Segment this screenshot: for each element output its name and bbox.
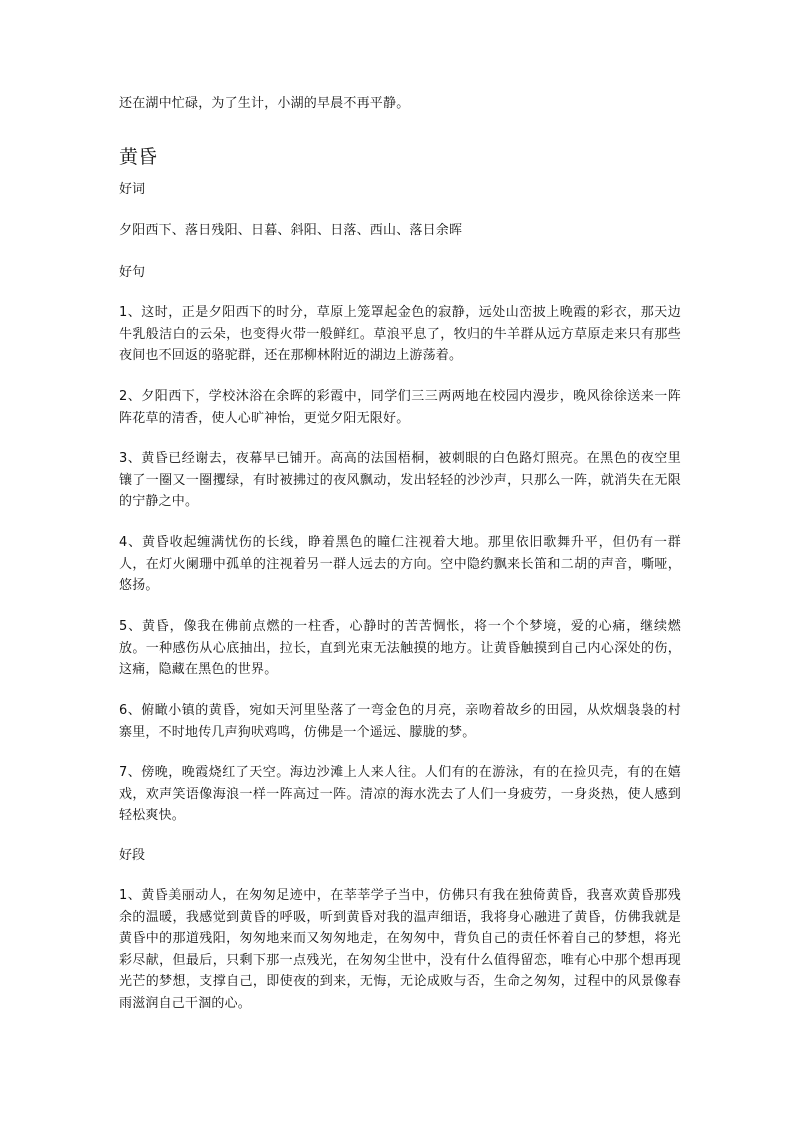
sentence-item: 7、傍晚，晚霞烧红了天空。海边沙滩上人来人往。人们有的在游泳，有的在捡贝壳，有的在嬉戏，欢声笑语像海浪一样一阵高过一阵。清凉的海水洗去了人们一身疲劳，一身炎热，使人感到轻松爽快。 — [119, 765, 681, 823]
section-title: 黄昏 — [119, 146, 158, 168]
paragraphs-heading: 好段 — [119, 848, 146, 863]
sentence-item: 5、黄昏，像我在佛前点燃的一柱香，心静时的苦苦惆怅，将一个个梦境，爱的心痛，继续燃放。一种感伤从心底抽出，拉长，直到光束无法触摸的地方。让黄昏触摸到自己内心深处的伤，这痛，隐藏在黑色的世界。 — [119, 619, 681, 677]
sentence-item: 6、俯瞰小镇的黄昏，宛如天河里坠落了一弯金色的月亮，亲吻着故乡的田园，从炊烟袅袅的村寨里，不时地传几声狗吠鸡鸣，仿佛是一个遥远、朦胧的梦。 — [119, 703, 681, 740]
sentence-item: 3、黄昏已经谢去，夜幕早已铺开。高高的法国梧桐，被刺眼的白色路灯照亮。在黑色的夜空里镶了一圈又一圈攫绿，有时被拂过的夜风飘动，发出轻轻的沙沙声，只那么一阵，就消失在无限的宁静之中。 — [119, 451, 681, 509]
sentence-item: 2、夕阳西下，学校沐浴在余晖的彩霞中，同学们三三两两地在校园内漫步，晚风徐徐送来一阵阵花草的清香，使人心旷神怡，更觉夕阳无限好。 — [119, 389, 681, 426]
words-heading: 好词 — [119, 182, 146, 197]
paragraph-item: 1、黄昏美丽动人，在匆匆足迹中，在莘莘学子当中，仿佛只有我在独倚黄昏，我喜欢黄昏那残余的温暖，我感觉到黄昏的呼吸，听到黄昏对我的温声细语，我将身心融进了黄昏，仿佛我就是黄昏中的那道残阳，匆匆地来而又匆匆地走，在匆匆中，背负自己的责任怀着自己的梦想，将光彩尽献，但最后，只剩下那一点残光，在匆匆尘世中，没有什么值得留恋，唯有心中那个想再现光芒的梦想，支撑自己，即使夜的到来，无悔，无论成败与否，生命之匆匆，过程中的风景像春雨滋润自己干涸的心。 — [119, 888, 681, 1011]
sentences-heading: 好句 — [119, 265, 146, 280]
sentence-item: 1、这时，正是夕阳西下的时分，草原上笼罩起金色的寂静，远处山峦披上晚霞的彩衣，那天边牛乳般洁白的云朵，也变得火带一般鲜红。草浪平息了，牧归的牛羊群从远方草原走来只有那些夜间也不回返的骆驼群，还在那柳林附近的湖边上游荡着。 — [119, 305, 681, 363]
words-list: 夕阳西下、落日残阳、日暮、斜阳、日落、西山、落日余晖 — [119, 223, 463, 238]
intro-line: 还在湖中忙碌，为了生计，小湖的早晨不再平静。 — [119, 96, 410, 111]
sentence-item: 4、黄昏收起缠满忧伤的长线，睁着黑色的瞳仁注视着大地。那里依旧歌舞升平，但仍有一群人，在灯火阑珊中孤单的注视着另一群人远去的方向。空中隐约飘来长笛和二胡的声音，嘶哑，悠扬。 — [119, 535, 681, 593]
